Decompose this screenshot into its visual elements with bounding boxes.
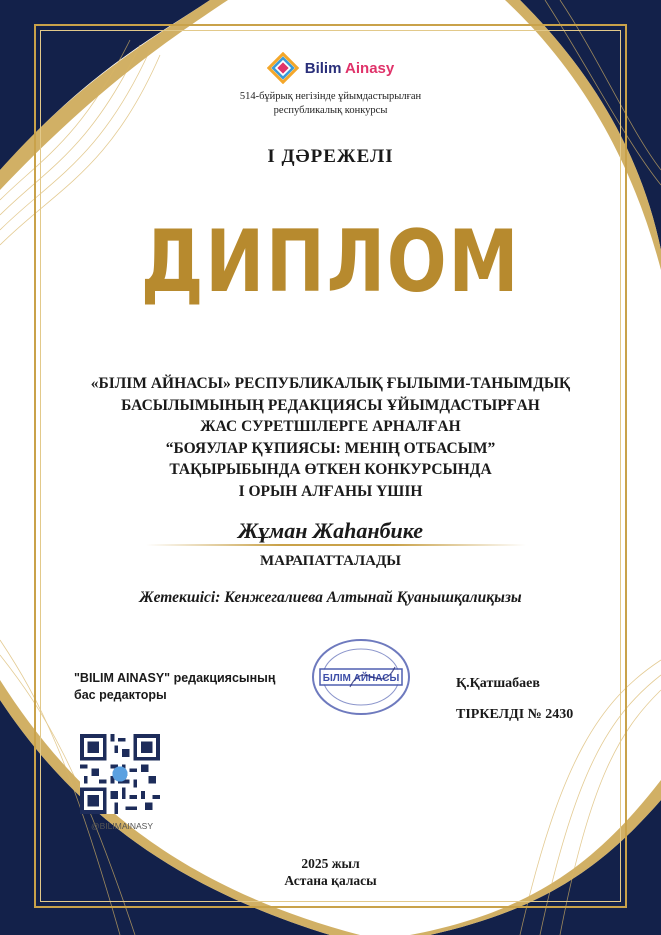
awarded-label: МАРАПАТТАЛАДЫ bbox=[259, 553, 402, 569]
city-label: Астана қаласы bbox=[284, 873, 377, 888]
logo-block bbox=[0, 52, 661, 117]
diploma-title: ДИПЛОМ bbox=[140, 212, 521, 312]
registration-number: ТІРКЕЛДІ № 2430 bbox=[456, 707, 574, 722]
recipient-name: Жұман Жаһанбике bbox=[237, 518, 424, 543]
editor-line-1: "BILIM AINASY" редакциясының bbox=[74, 671, 276, 685]
description-line: І ОРЫН АЛҒАНЫ ҮШІН bbox=[238, 482, 423, 500]
award-description bbox=[0, 373, 661, 502]
signature-name: Қ.Қатшабаев bbox=[456, 676, 540, 691]
logo-mark-icon bbox=[267, 52, 299, 84]
stamp-text: БІЛІМ АЙНАСЫ bbox=[322, 673, 400, 684]
description-line: ЖАС СУРЕТШІЛЕРГЕ АРНАЛҒАН bbox=[200, 418, 461, 435]
brand-name: Bilim Ainasy bbox=[304, 59, 395, 77]
supervisor-line: Жетекшісі: Кенжегалиева Алтынай Қуанышқалиқызы bbox=[139, 589, 522, 606]
social-handle: @BILIMAINASY bbox=[90, 821, 153, 831]
qr-code-icon bbox=[80, 734, 160, 814]
stamp-icon bbox=[310, 637, 412, 717]
description-line: “БОЯУЛАР ҚҰПИЯСЫ: МЕНІҢ ОТБАСЫМ” bbox=[165, 439, 496, 457]
brand-subline-1: 514-бұйрық негізінде ұйымдастырылған bbox=[239, 91, 422, 102]
degree-title: І ДӘРЕЖЕЛІ bbox=[267, 146, 394, 167]
brand-subline-2: республикалық конкурсы bbox=[273, 105, 388, 116]
description-line: БАСЫЛЫМЫНЫҢ РЕДАКЦИЯСЫ ҰЙЫМДАСТЫРҒАН bbox=[121, 396, 540, 414]
recipient-underline bbox=[146, 544, 526, 546]
description-line: «БІЛІМ АЙНАСЫ» РЕСПУБЛИКАЛЫҚ ҒЫЛЫМИ-ТАНЫМДЫҚ bbox=[90, 375, 571, 392]
description-line: ТАҚЫРЫБЫНДА ӨТКЕН КОНКУРСЫНДА bbox=[169, 461, 492, 478]
editor-title bbox=[74, 670, 275, 704]
year-label: 2025 жыл bbox=[301, 856, 360, 871]
editor-line-2: бас редакторы bbox=[74, 688, 167, 702]
